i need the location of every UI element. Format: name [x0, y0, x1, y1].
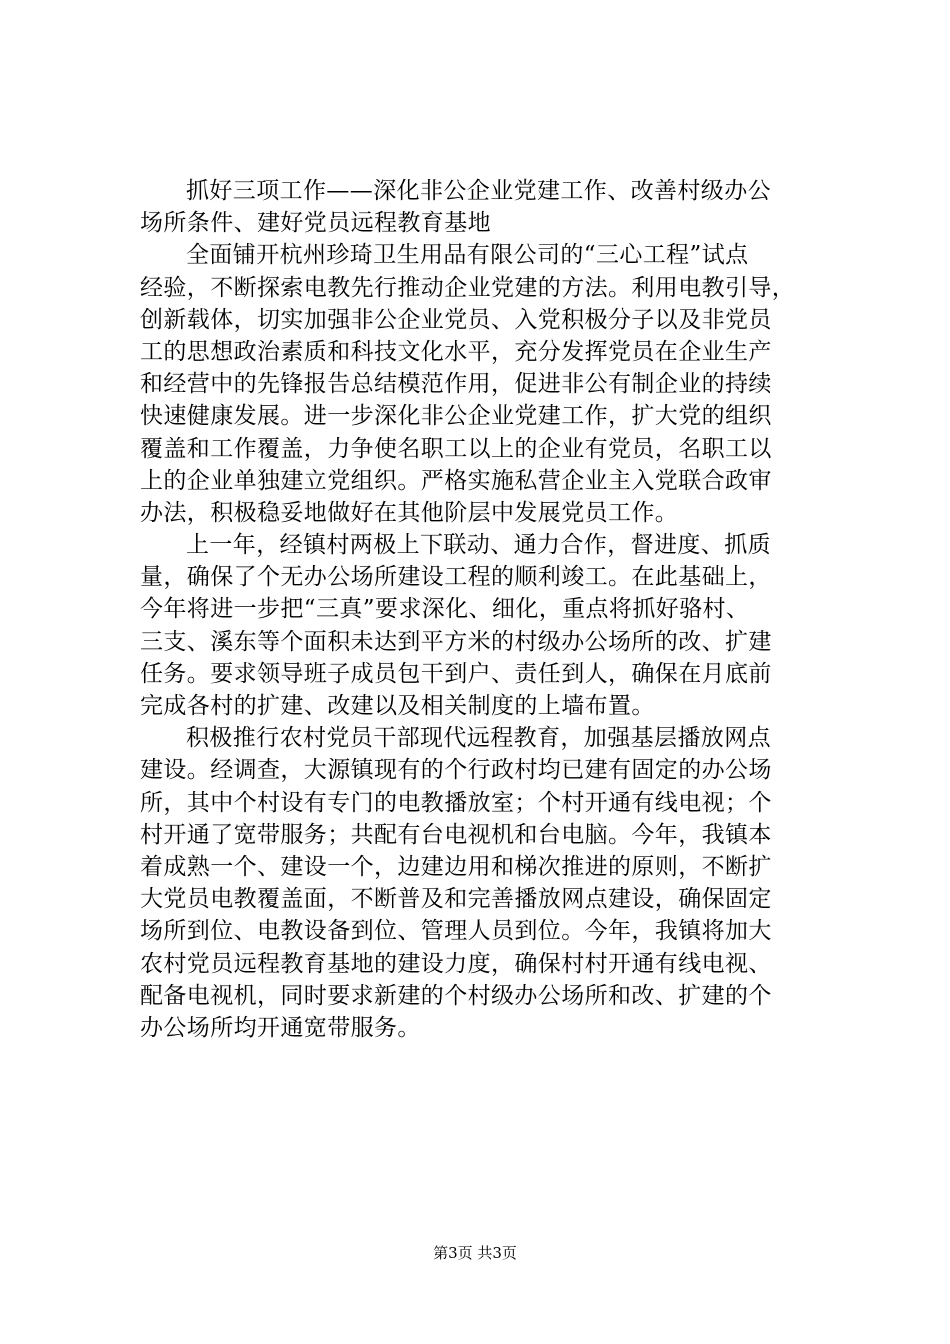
text-line: 办法，积极稳妥地做好在其他阶层中发展党员工作。	[140, 499, 679, 526]
text-line: 完成各村的扩建、改建以及相关制度的上墙布置。	[140, 693, 655, 719]
page-number-footer: 第3页 共3页	[433, 1244, 517, 1262]
text-line: 三支、溪东等个面积未达到平方米的村级办公场所的改、扩建	[140, 628, 772, 655]
text-line: 上一年，经镇村两极上下联动、通力合作，督进度、抓质	[186, 532, 771, 559]
paragraph	[140, 529, 840, 722]
document-body	[140, 175, 840, 1044]
text-line: 上的企业单独建立党组织。严格实施私营企业主入党联合政审	[140, 467, 772, 494]
text-line: 抓好三项工作——深化非公企业党建工作、改善村级办公	[186, 178, 771, 204]
text-line: 和经营中的先锋报告总结模范作用，促进非公有制企业的持续	[140, 371, 772, 398]
text-line: 建设。经调查，大源镇现有的个行政村均已建有固定的办公场	[140, 757, 772, 784]
text-line: 着成熟一个、建设一个，边建边用和梯次推进的原则，不断扩	[140, 853, 772, 880]
text-line: 量，确保了个无办公场所建设工程的顺利竣工。在此基础上，	[140, 564, 772, 591]
text-line: 配备电视机，同时要求新建的个村级办公场所和改、扩建的个	[140, 982, 772, 1009]
text-line: 场所条件、建好党员远程教育基地	[140, 210, 491, 237]
text-line: 村开通了宽带服务；共配有台电视机和台电脑。今年，我镇本	[140, 821, 772, 848]
text-line: 办公场所均开通宽带服务。	[140, 1014, 421, 1041]
paragraph-heading	[140, 175, 840, 239]
text-line: 所，其中个村设有专门的电教播放室；个村开通有线电视；个	[140, 789, 772, 816]
paragraph	[140, 722, 840, 1044]
text-line: 经验，不断探索电教先行推动企业党建的方法。利用电教引导，	[140, 274, 796, 301]
text-line: 创新载体，切实加强非公企业党员、入党积极分子以及非党员	[140, 306, 772, 333]
text-line: 任务。要求领导班子成员包干到户、责任到人，确保在月底前	[140, 660, 772, 687]
text-line: 今年将进一步把“三真”要求深化、细化，重点将抓好骆村、	[140, 596, 750, 623]
text-line: 农村党员远程教育基地的建设力度，确保村村开通有线电视、	[140, 950, 772, 977]
text-line: 场所到位、电教设备到位、管理人员到位。今年，我镇将加大	[140, 918, 772, 945]
paragraph	[140, 239, 840, 529]
text-line: 工的思想政治素质和科技文化水平，充分发挥党员在企业生产	[140, 338, 772, 365]
text-line: 积极推行农村党员干部现代远程教育，加强基层播放网点	[186, 725, 771, 752]
text-line: 全面铺开杭州珍琦卫生用品有限公司的“三心工程”试点	[186, 242, 749, 269]
text-line: 大党员电教覆盖面，不断普及和完善播放网点建设，确保固定	[140, 886, 772, 913]
text-line: 覆盖和工作覆盖，力争使名职工以上的企业有党员，名职工以	[140, 435, 772, 462]
text-line: 快速健康发展。进一步深化非公企业党建工作，扩大党的组织	[140, 403, 772, 430]
